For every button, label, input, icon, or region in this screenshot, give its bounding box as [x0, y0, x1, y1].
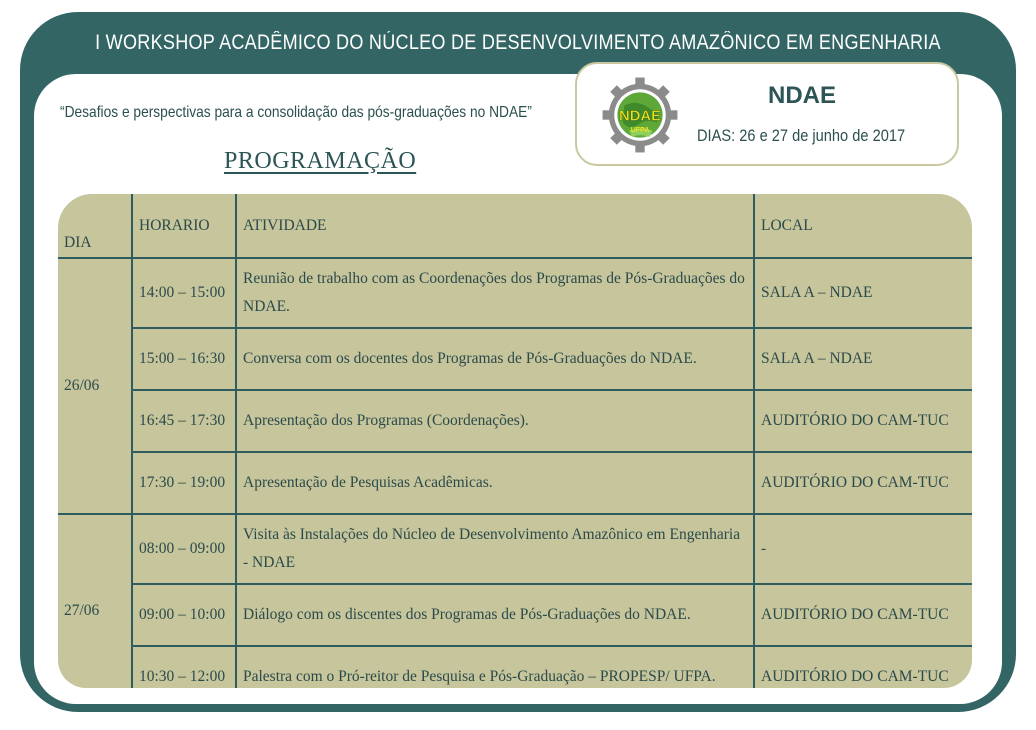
time-cell: 09:00 – 10:00: [132, 584, 236, 646]
event-dates: DIAS: 26 e 27 de junho de 2017: [697, 126, 906, 145]
place-cell: AUDITÓRIO DO CAM-TUC: [754, 584, 972, 646]
table-row: [58, 452, 972, 514]
place-cell: AUDITÓRIO DO CAM-TUC: [754, 390, 972, 452]
activity-cell: Conversa com os docentes dos Programas de Pós-Graduações do NDAE.: [236, 328, 754, 390]
time-cell: 14:00 – 15:00: [132, 258, 236, 328]
schedule-table: [58, 194, 972, 688]
header-activity: ATIVIDADE: [236, 194, 754, 258]
place-cell: AUDITÓRIO DO CAM-TUC: [754, 452, 972, 514]
table-row: [58, 514, 972, 584]
logo-sub-text: UFPA: [630, 127, 650, 135]
place-cell: SALA A – NDAE: [754, 328, 972, 390]
organizer-name: NDAE: [767, 82, 836, 109]
table-row: [58, 646, 972, 688]
schedule-table-panel: [58, 194, 972, 688]
logo-main-text: NDAE: [619, 108, 661, 125]
organizer-box: [575, 62, 959, 166]
header-place: LOCAL: [754, 194, 972, 258]
event-subtitle: “Desafios e perspectivas para a consolidação das pós-graduações no NDAE”: [60, 104, 532, 121]
activity-cell: Reunião de trabalho com as Coordenações dos Programas de Pós-Graduações do NDAE.: [236, 258, 754, 328]
time-cell: 15:00 – 16:30: [132, 328, 236, 390]
time-cell: 17:30 – 19:00: [132, 452, 236, 514]
place-cell: -: [754, 514, 972, 584]
activity-cell: Apresentação de Pesquisas Acadêmicas.: [236, 452, 754, 514]
activity-cell: Diálogo com os discentes dos Programas de Pós-Graduações do NDAE.: [236, 584, 754, 646]
header-day: DIA: [58, 194, 132, 258]
activity-cell: Apresentação dos Programas (Coordenações).: [236, 390, 754, 452]
place-cell: SALA A – NDAE: [754, 258, 972, 328]
day-cell: 27/06: [58, 514, 132, 688]
table-row: [58, 584, 972, 646]
header-time: HORARIO: [132, 194, 236, 258]
table-row: [58, 258, 972, 328]
activity-cell: Palestra com o Pró-reitor de Pesquisa e Pós-Graduação – PROPESP/ UFPA.: [236, 646, 754, 688]
ndae-logo: [601, 76, 679, 154]
event-title: I WORKSHOP ACADÊMICO DO NÚCLEO DE DESENVOLVIMENTO AMAZÔNICO EM ENGENHARIA: [95, 31, 941, 54]
table-row: [58, 328, 972, 390]
time-cell: 08:00 – 09:00: [132, 514, 236, 584]
day-cell: 26/06: [58, 258, 132, 514]
time-cell: 10:30 – 12:00: [132, 646, 236, 688]
place-cell: AUDITÓRIO DO CAM-TUC: [754, 646, 972, 688]
section-title: PROGRAMAÇÃO: [224, 148, 417, 174]
time-cell: 16:45 – 17:30: [132, 390, 236, 452]
activity-cell: Visita às Instalações do Núcleo de Desenvolvimento Amazônico em Engenharia - NDAE: [236, 514, 754, 584]
table-row: [58, 390, 972, 452]
